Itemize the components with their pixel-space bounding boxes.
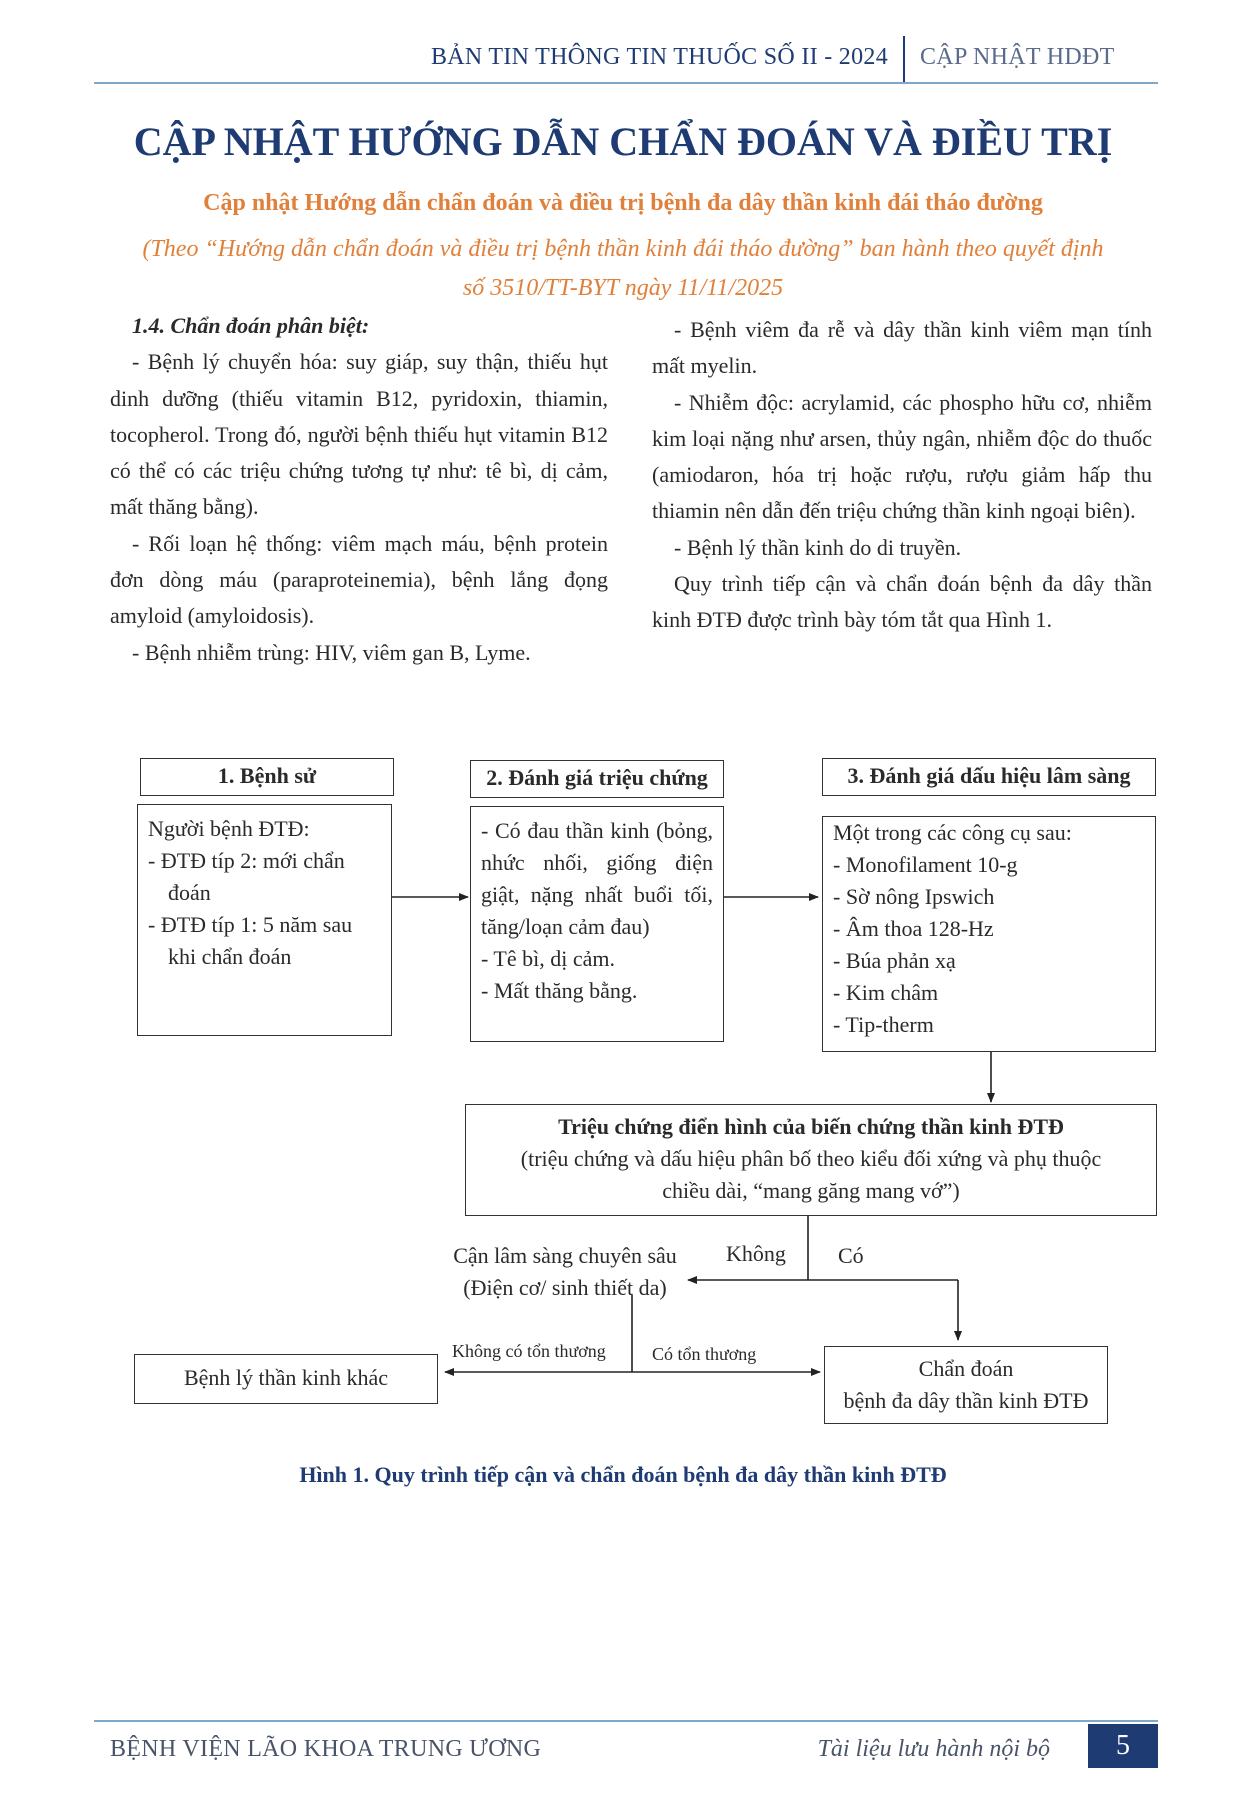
step3-item: - Monofilament 10-g <box>833 852 1018 877</box>
has-lesion-label: Có tổn thương <box>652 1344 757 1364</box>
paragraph-hereditary: - Bệnh lý thần kinh do di truyền. <box>674 534 962 560</box>
source-line-2: số 3510/TT-BYT ngày 11/11/2025 <box>462 275 784 301</box>
advanced-tests-line-2: (Điện cơ/ sinh thiết da) <box>463 1275 667 1300</box>
bulletin-title: BẢN TIN THÔNG TIN THUỐC SỐ II - 2024 <box>430 44 888 70</box>
step3-item: - Kim châm <box>833 980 939 1005</box>
step1-item: - ĐTĐ típ 2: mới chẩn đoán <box>148 848 345 905</box>
diagnosis-line-2: bệnh đa dây thần kinh ĐTĐ <box>843 1388 1089 1413</box>
section-label: CẬP NHẬT HDĐT <box>920 44 1115 70</box>
step1-lead: Người bệnh ĐTĐ: <box>148 816 310 841</box>
step2-item: - Mất thăng bằng. <box>481 978 638 1003</box>
paragraph-figure-intro: Quy trình tiếp cận và chẩn đoán bệnh đa dây thần kinh ĐTĐ được trình bày tóm tắt qua Hình 1. <box>652 571 1152 633</box>
step3-item: - Búa phản xạ <box>833 948 956 973</box>
step2-item: - Tê bì, dị cảm. <box>481 946 615 971</box>
figure-caption: Hình 1. Quy trình tiếp cận và chẩn đoán bệnh đa dây thần kinh ĐTĐ <box>299 1462 947 1487</box>
step1-item: - ĐTĐ típ 1: 5 năm sau khi chẩn đoán <box>148 912 353 969</box>
typical-symptoms-title: Triệu chứng điển hình của biến chứng thần kinh ĐTĐ <box>558 1114 1064 1139</box>
paragraph-infection: - Bệnh nhiễm trùng: HIV, viêm gan B, Lyme. <box>132 639 531 665</box>
page-number: 5 <box>1088 1724 1158 1768</box>
step3-item: - Âm thoa 128-Hz <box>833 916 994 941</box>
step2-title: 2. Đánh giá triệu chứng <box>470 760 724 798</box>
step3-item: - Sờ nông Ipswich <box>833 884 995 909</box>
paragraph-cidp: - Bệnh viêm đa rễ và dây thần kinh viêm mạn tính mất myelin. <box>652 317 1152 379</box>
advanced-tests-line-1: Cận lâm sàng chuyên sâu <box>453 1243 677 1268</box>
hospital-name: BỆNH VIỆN LÃO KHOA TRUNG ƯƠNG <box>110 1736 542 1762</box>
step2-box <box>470 806 724 1042</box>
advanced-tests-label <box>420 1240 710 1304</box>
typical-symptoms-box <box>465 1104 1157 1216</box>
diagnosis-box <box>824 1346 1108 1424</box>
step2-item: - Có đau thần kinh (bỏng, nhức nhối, giống điện giật, nặng nhất buổi tối, tăng/loạn cảm đau) <box>481 818 713 939</box>
article-subtitle: Cập nhật Hướng dẫn chẩn đoán và điều trị bệnh đa dây thần kinh đái tháo đường <box>203 190 1043 216</box>
step3-box <box>822 816 1156 1052</box>
diagnosis-line-1: Chẩn đoán <box>918 1356 1014 1381</box>
other-neuropathy-box: Bệnh lý thần kinh khác <box>134 1354 438 1404</box>
internal-note: Tài liệu lưu hành nội bộ <box>817 1736 1050 1762</box>
no-lesion-label: Không có tổn thương <box>452 1341 606 1361</box>
no-branch-label: Không <box>726 1241 786 1266</box>
footer-rule <box>94 1720 1158 1722</box>
step3-title: 3. Đánh giá dấu hiệu lâm sàng <box>822 758 1156 796</box>
step1-box <box>137 804 392 1036</box>
section-heading: 1.4. Chẩn đoán phân biệt: <box>132 313 370 338</box>
source-line-1: (Theo “Hướng dẫn chẩn đoán và điều trị bệnh thần kinh đái tháo đường” ban hành theo quyết định <box>142 236 1104 262</box>
paragraph-systemic: - Rối loạn hệ thống: viêm mạch máu, bệnh protein đơn dòng máu (paraproteinemia), bệnh lắng đọng amyloid (amyloidosis). <box>110 530 608 629</box>
typical-symptoms-desc: (triệu chứng và dấu hiệu phân bố theo kiểu đối xứng và phụ thuộc chiều dài, “mang găng mang vớ”) <box>520 1146 1102 1203</box>
paragraph-toxic: - Nhiễm độc: acrylamid, các phospho hữu cơ, nhiễm kim loại nặng như arsen, thủy ngân, nhiễm độc do thuốc (amiodaron, hóa trị hoặc rượu, rượu giảm hấp thu thiamin nên dẫn đến triệu chứng thần kinh ngoại biên). <box>652 389 1152 524</box>
yes-branch-label: Có <box>838 1243 864 1268</box>
step3-lead: Một trong các công cụ sau: <box>833 820 1072 845</box>
paragraph-metabolic: - Bệnh lý chuyển hóa: suy giáp, suy thận, thiếu hụt dinh dưỡng (thiếu vitamin B12, pyridoxin, thiamin, tocopherol. Trong đó, người bệnh thiếu hụt vitamin B12 có thể có các triệu chứng tương tự như: tê bì, dị cảm, mất thăng bằng). <box>110 349 608 520</box>
step3-item: - Tip-therm <box>833 1012 934 1037</box>
step1-title: 1. Bệnh sử <box>140 758 394 796</box>
page-title: CẬP NHẬT HƯỚNG DẪN CHẨN ĐOÁN VÀ ĐIỀU TRỊ <box>133 119 1113 164</box>
